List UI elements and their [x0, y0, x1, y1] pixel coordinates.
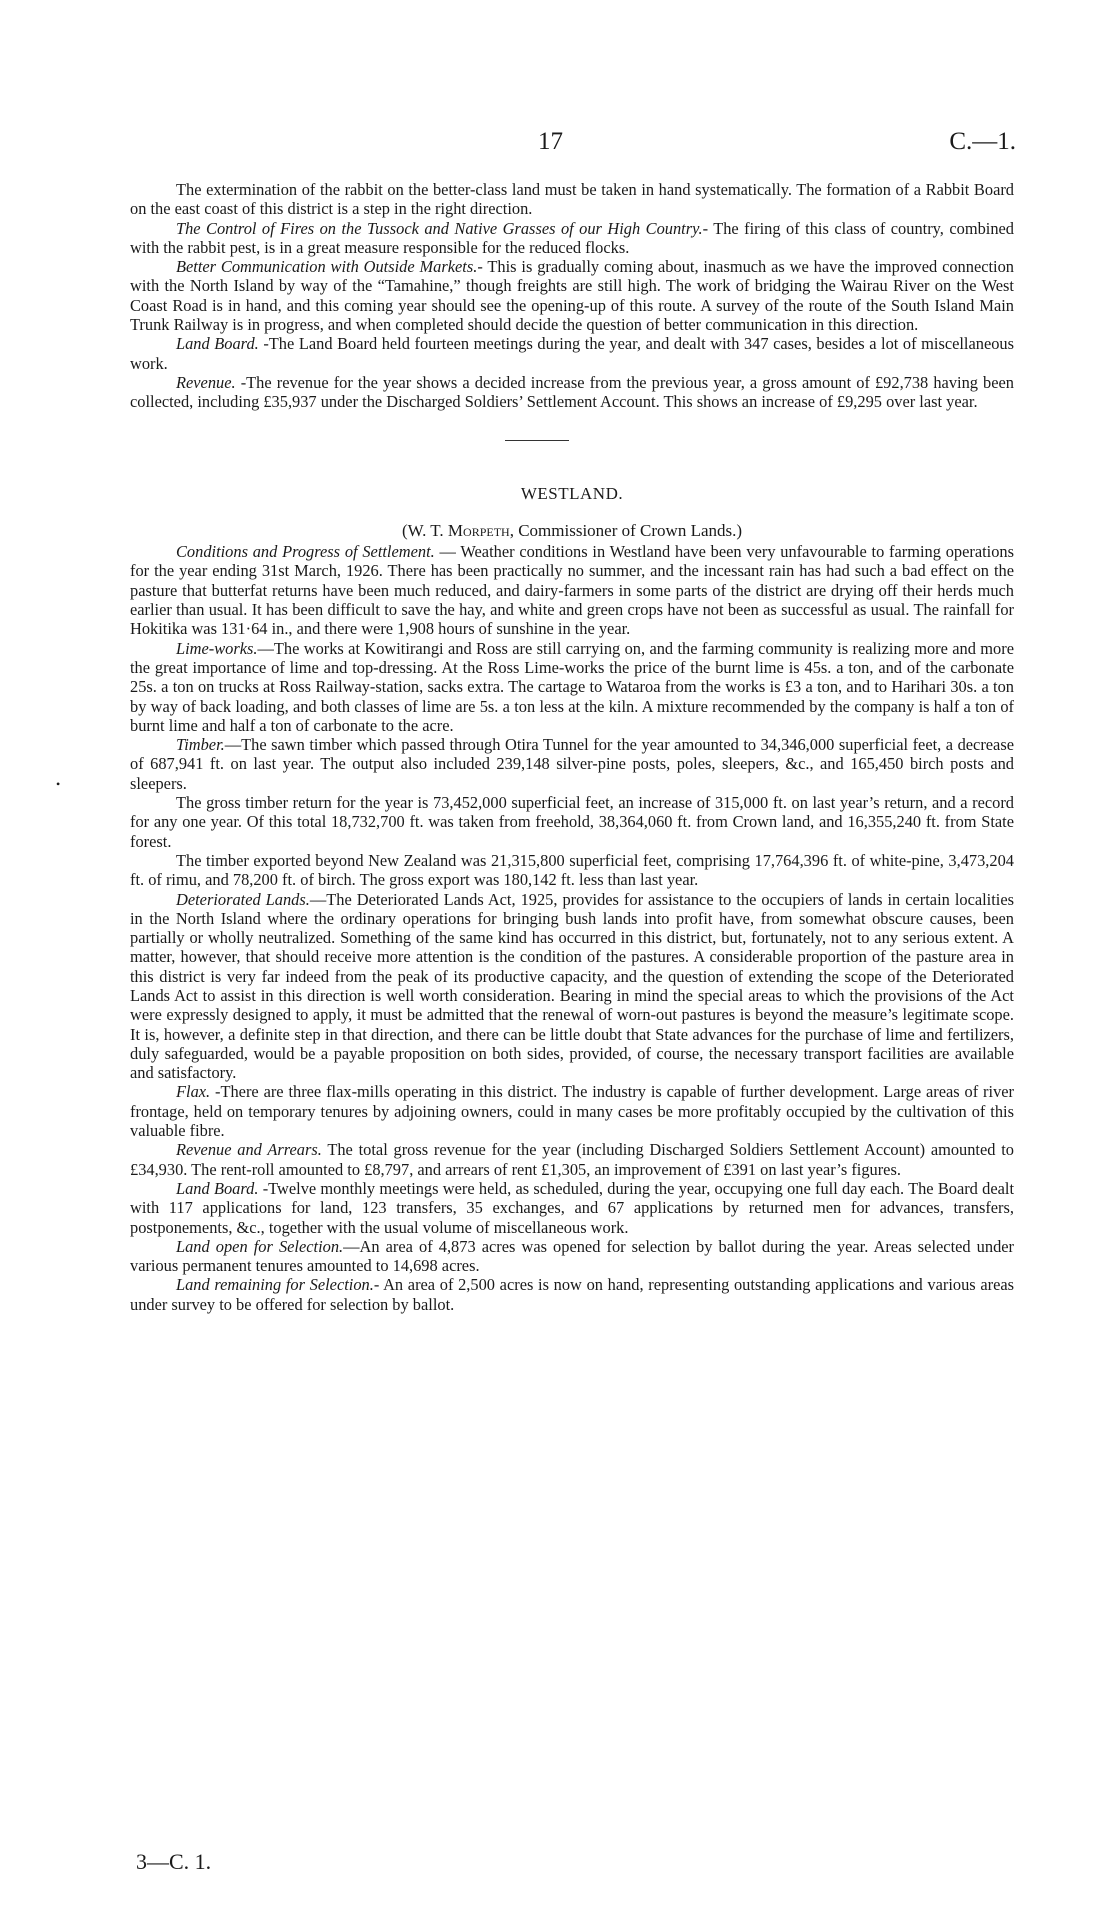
paragraph-timber-export: The timber exported beyond New Zealand was 21,315,800 superficial feet, comprising 17,764,396 ft. of white-pine, 3,473,204 ft. of rimu, and 78,200 ft. of birch. The gross export was 180,142 ft. less than last year. [130, 850, 1014, 890]
paragraph-heading: Better Communication with Outside Markets. [176, 257, 478, 277]
paragraph-heading: Timber. [176, 735, 225, 755]
sheet-signature: 3—C. 1. [136, 1849, 212, 1874]
paragraph-heading: Lime-works. [176, 638, 258, 658]
paragraph-revenue-arrears: Revenue and Arrears. The total gross revenue for the year (including Discharged Soldiers Settlement Account) amounted to £34,930. The rent-roll amounted to £8,797, and arrears of rent £1,305, an improvement of £391 on last year’s figures. [130, 1140, 1014, 1179]
paragraph-timber: Timber.—The sawn timber which passed through Otira Tunnel for the year amounted to 34,346,000 superficial feet, a decrease of 687,941 ft. on last year. The output also included 239,148 silver-pine posts, poles, sleepers, &c., and 165,450 birch posts and sleepers. [130, 735, 1014, 793]
paragraph-heading: Land remaining for Selection. [176, 1275, 374, 1295]
paragraph-control-of-fires: The Control of Fires on the Tussock and Native Grasses of our High Country.- The firing of this class of country, combined with the rabbit pest, is in a great measure responsible for the reduced flocks. [130, 218, 1014, 257]
page-body [130, 180, 1014, 1314]
paragraph-conditions: Conditions and Progress of Settlement. — Weather conditions in Westland have been very unfavourable to farming operations for the year ending 31st March, 1926. There has been practically no summer, and the incessant rain has had such a bad effect on the pasture that butterfat returns have been much reduced, and dairy-farmers in some parts of the district are drying off their herds much earlier than usual. It has been difficult to save the hay, and white and green crops have not been as successful as usual. The rainfall for Hokitika was 131·64 in., and there were 1,908 hours of sunshine in the year. [130, 542, 1014, 639]
page-number: 17 [538, 128, 563, 155]
paragraph-better-communication: Better Communication with Outside Markets.- This is gradually coming about, inasmuch as we have the improved connection with the North Island by way of the “Tamahine,” though freights are still high. The work of bridging the Wairau River on the West Coast Road is in hand, and this coming year should see the opening-up of this route. A survey of the route of the South Island Main Trunk Railway is in progress, and when completed should decide the question of better communication in this direction. [130, 257, 1014, 335]
top-section [130, 180, 1014, 412]
divider-rule [505, 440, 569, 441]
paragraph-heading: Land open for Selection. [176, 1236, 344, 1256]
paragraph-flax: Flax. -There are three flax-mills operating in this district. The industry is capable of further development. Large areas of river frontage, held on temporary tenures by adjoining owners, could in many cases be more profitably occupied by the cultivation of this valuable fibre. [130, 1082, 1014, 1141]
margin-mark: • [56, 777, 61, 791]
paragraph-heading: Revenue and Arrears. [176, 1140, 322, 1160]
paragraph-land-board: Land Board. -The Land Board held fourteen meetings during the year, and dealt with 347 cases, besides a lot of miscellaneous work. [130, 334, 1014, 373]
paragraph-westland-land-board: Land Board. -Twelve monthly meetings were held, as scheduled, during the year, occupying one full day each. The Board dealt with 117 applications for land, 123 transfers, 35 exchanges, and 67 applications by returned men for advances, transfers, postponements, &c., together with the usual volume of miscellaneous work. [130, 1178, 1014, 1237]
paragraph-revenue: Revenue. -The revenue for the year shows a decided increase from the previous year, a gross amount of £92,738 having been collected, including £35,937 under the Discharged Soldiers’ Settlement Account. This shows an increase of £9,295 over last year. [130, 372, 1014, 412]
paragraph-heading: Flax. [176, 1082, 211, 1102]
section-title: WESTLAND. [520, 483, 624, 503]
paragraph-lime-works: Lime-works.—The works at Kowitirangi and Ross are still carrying on, and the farming community is realizing more and more the great importance of lime and top-dressing. At the Ross Lime-works the price of the burnt lime is 45s. a ton, and of the carbonate 25s. a ton on trucks at Ross Railway-station, sacks extra. The cartage to Wataroa from the works is £3 a ton, and to Harihari 30s. a ton by way of back loading, and both classes of lime are 5s. a ton less at the kiln. A mixture recommended by the company is half a ton of burnt lime and half a ton of carbonate to the acre. [130, 638, 1014, 735]
paragraph-rabbit-extermination: The extermination of the rabbit on the better-class land must be taken in hand systematically. The formation of a Rabbit Board on the east coast of this district is a step in the right direction. [130, 180, 1014, 219]
westland-section [130, 542, 1014, 1314]
paragraph-land-remaining-selection: Land remaining for Selection.- An area of 2,500 acres is now on hand, representing outstanding applications and various areas under survey to be offered for selection by ballot. [130, 1275, 1014, 1314]
paragraph-heading: Conditions and Progress of Settlement. [176, 542, 435, 562]
paragraph-timber-return: The gross timber return for the year is 73,452,000 superficial feet, an increase of 315,000 ft. on last year’s return, and a record for any one year. Of this total 18,732,700 ft. was taken from freehold, 38,364,060 ft. from Crown land, and 16,355,240 ft. from State forest. [130, 793, 1014, 851]
document-reference: C.—1. [949, 128, 1016, 155]
paragraph-heading: Revenue. [176, 372, 236, 392]
paragraph-heading: Land Board. [176, 334, 259, 354]
commissioner-name: Morpeth [447, 520, 510, 540]
paragraph-deteriorated-lands: Deteriorated Lands.—The Deteriorated Lands Act, 1925, provides for assistance to the occupiers of lands in certain localities in the North Island where the ordinary operations for bringing bush lands into profit have, from somewhat obscure causes, been partially or wholly neutralized. Something of the same kind has occurred in this district, but, fortunately, not to any serious extent. A matter, however, that should receive more attention is the condition of the pastures. A considerable proportion of the pasture area in this district is very far indeed from the peak of its productive capacity, and the question of extending the scope of the Deteriorated Lands Act to assist in this direction is well worth consideration. Bearing in mind the special areas to which the provisions of the Act were expressly designed to apply, it must be admitted that the renewal of worn-out pastures is beyond the measure’s legitimate scope. It is, however, a definite step in that direction, and there can be little doubt that State advances for the purchase of lime and fertilizers, duly safeguarded, would be a payable proposition on both sides, provided, of course, the necessary transport facilities are available and satisfactory. [130, 889, 1014, 1083]
paragraph-land-open-selection: Land open for Selection.—An area of 4,873 acres was opened for selection by ballot during the year. Areas selected under various permanent tenures amounted to 14,698 acres. [130, 1236, 1014, 1276]
section-divider [130, 412, 1014, 462]
paragraph-heading: The Control of Fires on the Tussock and Native Grasses of our High Country. [176, 218, 703, 238]
section-byline: (W. T. Morpeth, Commissioner of Crown Lands.) [401, 520, 743, 540]
paragraph-heading: Deteriorated Lands. [176, 889, 310, 909]
paragraph-heading: Land Board. [176, 1178, 259, 1198]
